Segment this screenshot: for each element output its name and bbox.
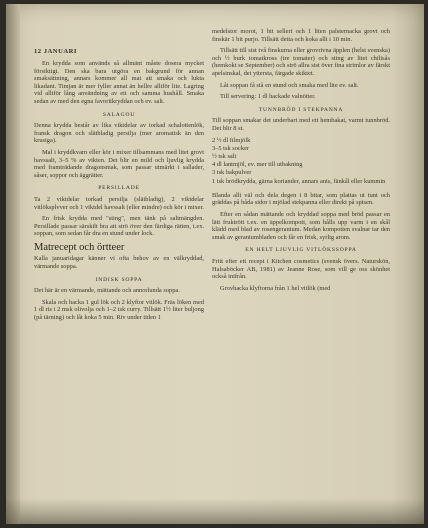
- paragraph: Fritt efter ett recept i Kitchen cosmetics (svensk övers. Naturskön, Halsaböcker AB, 1981) av Jeanne Rose, som vill ge oss skönhet också inifrån.: [212, 257, 390, 281]
- list-item: 4 dl lantmjöl, ev. mer till utbakning: [212, 161, 303, 169]
- page-header: [34, 48, 77, 55]
- paragraph: Tillsätt till sist två finskurna eller grovrivna äpplen (helst svenska) och ½ burk tomatkross (tre tomater) och sting av litet chilisås (hemkokt se September) och strö allra sist över fina strimlor av färskt apelsinskal, det yttersta, färgade skiktet.: [212, 47, 390, 77]
- paragraph: Låt soppan få stå en stund och smaka med lite ev. salt.: [220, 81, 359, 89]
- section-heading-salagou: SALAGOU: [102, 111, 136, 118]
- paragraph: En frisk krydda med "sting", men tänk på saltmängden. Persillade passar särskilt bra att strö över den färdiga rätten, t.ex. soppan, som sedan får dra en stund under lock.: [34, 215, 204, 238]
- section-heading-indisk-soppa: INDISK SOPPA: [95, 276, 143, 283]
- ingredient-list: [212, 137, 390, 186]
- right-column: [212, 28, 390, 296]
- list-item: 3–5 tsk socker: [212, 144, 249, 152]
- list-item: 1 tsk brödkrydda, gärna koriander, annars anis, fänkål eller kummin: [212, 177, 386, 185]
- book-page: [6, 4, 424, 524]
- section-heading-vitlokssoppa: EN HELT LJUVLIG VITLÖKSSOPPA: [245, 247, 357, 254]
- list-item: 2 ½ dl filmjölk: [212, 136, 251, 144]
- paragraph: Till servering: 1 dl hackade valnötter.: [220, 93, 316, 101]
- paragraph: Kalla januaridagar känner vi ofta behov av en välkryddad, värmande soppa.: [34, 255, 204, 271]
- paragraph: En krydda som används så allmänt måste dosera mycket försiktigt. Den ska bara utgöra en bakgrund för annan smaksättning, annars kommer all mat att smaka och lukta likadant. Timjan är mer fyller annat än hellre alltför lite. Lagring vid alltför lång användning av ett och samma hushåll. Smaka sedan av med den egna favoritkryddan och ev. salt.: [34, 60, 204, 105]
- page-shadow: [6, 498, 424, 524]
- paragraph: medelstor morot, 1 bit selleri och 1 liten palsternacka grovt och finskär 1 bit purjo. Tillsätt detta och koka allt i 10 min.: [212, 28, 390, 43]
- paragraph: Mal i kryddkvarn eller kör i mixer tillsammans med litet grovt havssalt, 3–5 % av vikten. Det blir en mild och ljuvlig krydda med framträdande dragonsmak, som passar utmärkt i sallader, såser, soppor och äggrätter.: [34, 148, 204, 179]
- list-item: 3 tsk bakpulver: [212, 169, 252, 177]
- section-heading-persillade: PERSILLADE: [98, 185, 140, 192]
- left-column: [34, 60, 204, 326]
- paragraph: Grovhacka klyftorna från 1 hel vitlök (med: [220, 284, 331, 292]
- paragraph: Denna krydda består av lika viktdelar av torkad schalottenlök, fransk dragon och slätbladig persilja (mer aromatisk än den krusiga).: [34, 122, 204, 145]
- chapter-heading: Matrecept och örtteer: [34, 241, 125, 253]
- page-label: JANUARI: [43, 48, 77, 55]
- paragraph: Till soppan smakar det underbart med ett hembakat, varmt tunnbröd. Det blir 8 st.: [212, 117, 390, 132]
- page-gutter: [6, 4, 20, 524]
- paragraph: Skala och hacka 1 gul lök och 2 klyftor vitlök. Fräs löken med 1 dl ris i 2 msk olivolja och 1–2 tsk curry. Tillsätt 1½ liter buljong (på tärning) och låt koka 5 min. Riv under tiden 1: [34, 298, 204, 322]
- page-number: 12: [34, 48, 42, 55]
- paragraph: Ta 2 viktdelar torkad persilja (slätbladig), 2 viktdelar vitlöksplvver och 1 viktdel havssalt (eller mindre) och kör i mixer.: [34, 195, 204, 211]
- paragraph: Det här är en värmande, mättande och annorlunda soppa.: [34, 287, 180, 295]
- section-heading-tunnbrod: TUNNBRÖD I STEKPANNA: [258, 106, 344, 113]
- list-item: ½ tsk salt: [212, 152, 237, 160]
- paragraph: Blanda allt väl och dela degen i 8 bitar, som plattas ut tunt och gräddas på båda sidor i mjölad stekpanna eller direkt på spisen.: [212, 191, 390, 207]
- paragraph: Efter en sådan mättande och kryddad soppa med bröd passar en lätt fruktrött t.ex. en äppelkompott, som hålls upp varm i en skål klädd med blad av rosengeranium. Medan kompotten svalnar tar den smak av geraniumbladen och får en frisk, syrlig arom.: [212, 210, 390, 241]
